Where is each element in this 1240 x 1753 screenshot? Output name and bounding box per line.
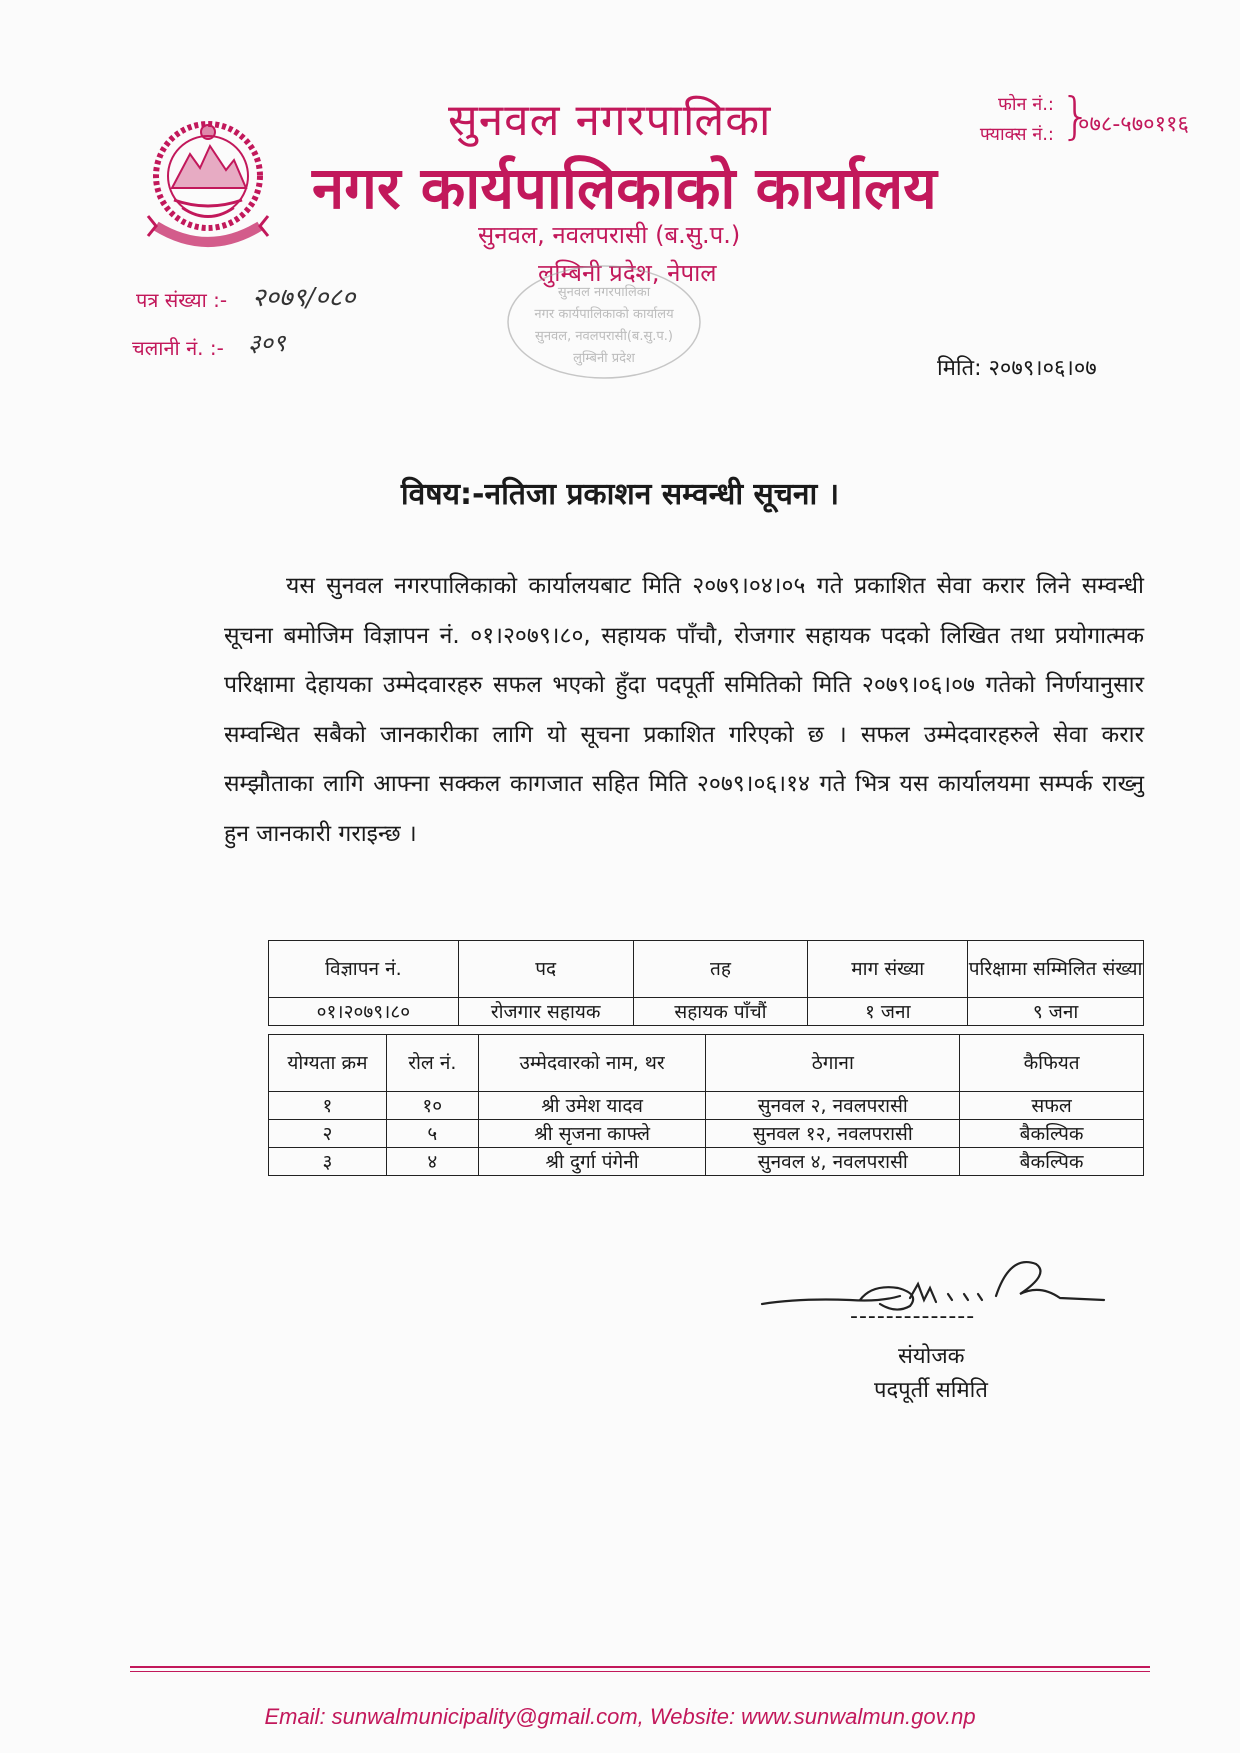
contact-number: ०७८-५७०११६	[1078, 112, 1189, 137]
table-row	[269, 1092, 1144, 1120]
footer-divider	[130, 1671, 1150, 1672]
table-cell: सफल	[960, 1092, 1144, 1120]
address-line2: लुम्बिनी प्रदेश, नेपाल	[538, 259, 717, 287]
brace-icon: }	[1060, 87, 1092, 145]
table-header-cell: योग्यता क्रम	[269, 1035, 387, 1092]
table-header-cell: माग संख्या	[808, 941, 968, 998]
table-cell: सहायक पाँचौं	[633, 998, 808, 1026]
table-cell: ०१।२०७९।८०	[269, 998, 459, 1026]
ref-label: पत्र संख्या :-	[136, 288, 228, 312]
table-cell: श्री दुर्गा पंगेनी	[478, 1148, 706, 1176]
table-cell: ९ जना	[968, 998, 1144, 1026]
table-cell: ४	[386, 1148, 478, 1176]
signatory-title: संयोजक	[898, 1344, 965, 1369]
table-row	[269, 998, 1144, 1026]
table-cell: श्री उमेश यादव	[478, 1092, 706, 1120]
table-cell: १०	[386, 1092, 478, 1120]
stamp-line2: नगर कार्यपालिकाको कार्यालय	[534, 307, 674, 322]
nepal-emblem-icon	[138, 108, 278, 268]
table-header-cell: ठेगाना	[706, 1035, 960, 1092]
address-line1: सुनवल, नवलपरासी (ब.सु.प.)	[478, 221, 741, 249]
table-cell: श्री सृजना काफ्ले	[478, 1120, 706, 1148]
footer-contact: Email: sunwalmunicipality@gmail.com, Website: www.sunwalmun.gov.np	[264, 1704, 976, 1729]
table-cell: २	[269, 1120, 387, 1148]
stamp-line1: सुनवल नगरपालिका	[557, 285, 651, 300]
table-cell: रोजगार सहायक	[458, 998, 633, 1026]
table-cell: ३	[269, 1148, 387, 1176]
vacancy-table	[268, 940, 1144, 1026]
table-cell: बैकल्पिक	[960, 1148, 1144, 1176]
office-name: नगर कार्यपालिकाको कार्यालय	[312, 154, 937, 222]
table-header-cell: विज्ञापन नं.	[269, 941, 459, 998]
table-cell: बैकल्पिक	[960, 1120, 1144, 1148]
table-header-cell: तह	[633, 941, 808, 998]
table-header-cell: परिक्षामा सम्मिलित संख्या	[968, 941, 1144, 998]
table-row	[269, 1120, 1144, 1148]
table-header-row	[269, 941, 1144, 998]
office-stamp	[505, 262, 703, 382]
notice-body: यस सुनवल नगरपालिकाको कार्यालयबाट मिति २०७९।०४।०५ गते प्रकाशित सेवा करार लिने सम्वन्धी सूचना बमोजिम विज्ञापन नं. ०१।२०७९।८०, सहायक पाँचौ, रोजगार सहायक पदको लिखित तथा प्रयोगात्मक परिक्षामा देहायका उम्मेदवारहरु सफल भएको हुँदा पदपूर्ती समितिको मिति २०७९।०६।०७ गतेको निर्णयानुसार सम्वन्धित सबैको जानकारीका लागि यो सूचना प्रकाशित गरिएको छ । सफल उम्मेदवारहरुले सेवा करार सम्झौताका लागि आफ्ना सक्कल कागजात सहित मिति २०७९।०६।१४ गते भित्र यस कार्यालयमा सम्पर्क राख्नु हुन जानकारी गराइन्छ ।	[224, 573, 1144, 847]
dispatch-label: चलानी नं. :-	[132, 336, 224, 360]
table-cell: सुनवल १२, नवलपरासी	[706, 1120, 960, 1148]
stamp-line4: लुम्बिनी प्रदेश	[573, 351, 635, 366]
table-cell: ५	[386, 1120, 478, 1148]
table-header-cell: रोल नं.	[386, 1035, 478, 1092]
table-header-cell: कैफियत	[960, 1035, 1144, 1092]
table-row	[269, 1148, 1144, 1176]
table-cell: सुनवल ४, नवलपरासी	[706, 1148, 960, 1176]
table-cell: १	[269, 1092, 387, 1120]
ref-value: २०७९/०८०	[252, 283, 356, 313]
subject-heading: विषय:-नतिजा प्रकाशन सम्वन्धी सूचना ।	[400, 477, 840, 512]
signatory-committee: पदपूर्ती समिति	[874, 1378, 988, 1403]
table-header-cell: उम्मेदवारको नाम, थर	[478, 1035, 706, 1092]
footer-divider	[130, 1666, 1150, 1668]
table-header-cell: पद	[458, 941, 633, 998]
fax-label: फ्याक्स नं.:	[979, 124, 1054, 145]
table-cell: १ जना	[808, 998, 968, 1026]
candidate-table	[268, 1034, 1144, 1176]
signature-line: --------------	[850, 1304, 976, 1329]
date-line: मिति: २०७९।०६।०७	[937, 356, 1097, 381]
table-cell: सुनवल २, नवलपरासी	[706, 1092, 960, 1120]
municipality-name: सुनवल नगरपालिका	[448, 95, 772, 146]
phone-label: फोन नं.:	[997, 94, 1054, 115]
table-header-row	[269, 1035, 1144, 1092]
stamp-line3: सुनवल, नवलपरासी(ब.सु.प.)	[535, 329, 673, 344]
dispatch-value: ३०९	[248, 329, 286, 357]
